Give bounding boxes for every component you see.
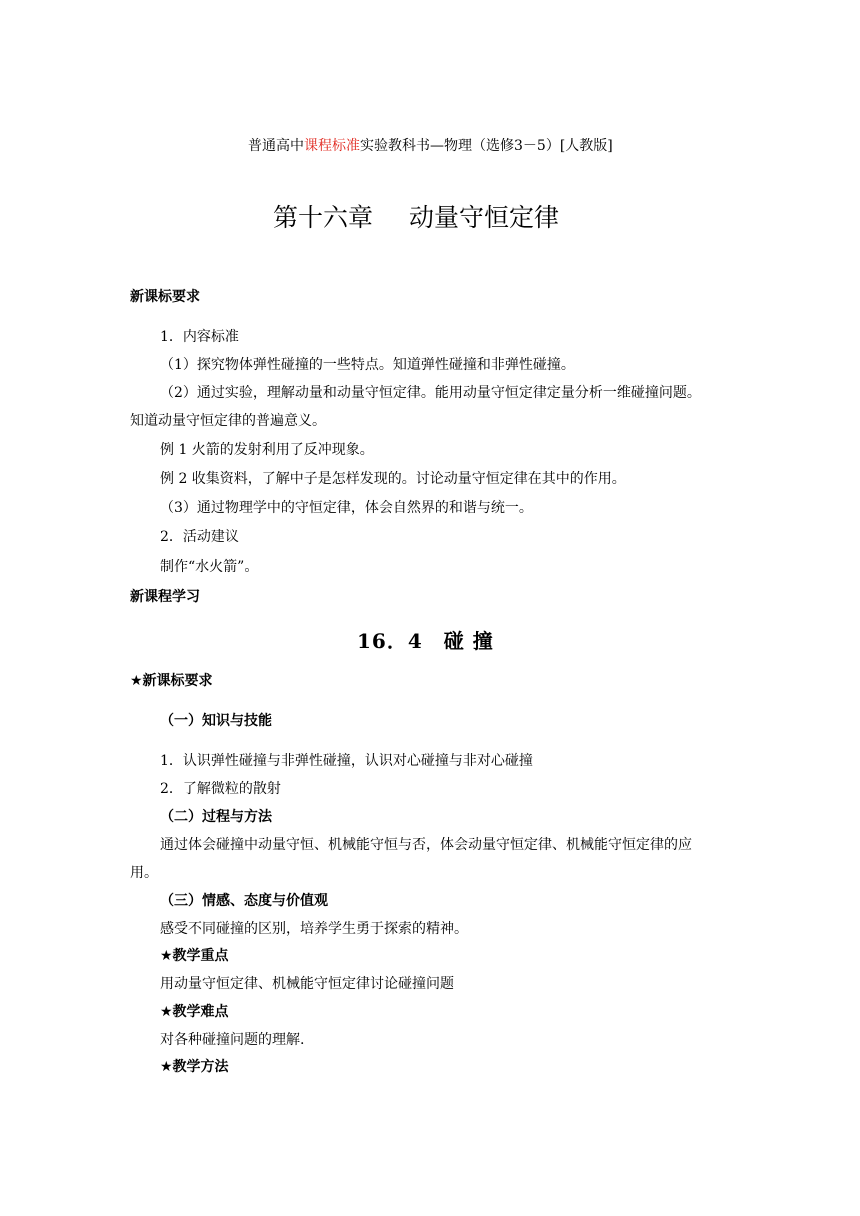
activity-text: 制作“水火箭”。 [160, 559, 259, 575]
process-heading: （二）过程与方法 [160, 809, 272, 825]
new-standard-heading: 新课标要求 [130, 289, 200, 305]
running-header [248, 136, 613, 156]
section-title: 16．4 碰 撞 [357, 629, 494, 653]
key-point-heading: ★教学重点 [160, 948, 229, 964]
header-post: 实验教科书—物理（选修3－5）[人教版] [360, 138, 613, 154]
emotion-text: 感受不同碰撞的区别，培养学生勇于探索的精神。 [160, 921, 468, 937]
header-highlight: 课程标准 [304, 138, 360, 154]
key-point-text: 用动量守恒定律、机械能守恒定律讨论碰撞问题 [160, 976, 454, 992]
chapter-number: 第十六章 [273, 203, 374, 232]
knowledge-item-1: 1．认识弹性碰撞与非弹性碰撞，认识对心碰撞与非对心碰撞 [160, 753, 533, 769]
knowledge-item-2: 2．了解微粒的散射 [160, 781, 281, 797]
content-line-1: （1）探究物体弹性碰撞的一些特点。知道弹性碰撞和非弹性碰撞。 [160, 357, 575, 373]
content-line-3: （3）通过物理学中的守恒定律，体会自然界的和谐与统一。 [160, 500, 533, 516]
content-line-2b: 知道动量守恒定律的普遍意义。 [130, 413, 326, 429]
course-study-heading: 新课程学习 [130, 589, 200, 605]
knowledge-heading: （一）知识与技能 [160, 713, 272, 729]
example-2: 例 2 收集资料，了解中子是怎样发现的。讨论动量守恒定律在其中的作用。 [160, 471, 626, 487]
process-text-a: 通过体会碰撞中动量守恒、机械能守恒与否，体会动量守恒定律、机械能守恒定律的应 [160, 837, 692, 853]
star-standard-heading: ★新课标要求 [130, 673, 213, 689]
chapter-title [273, 202, 559, 234]
difficulty-text: 对各种碰撞问题的理解. [160, 1032, 305, 1048]
emotion-heading: （三）情感、态度与价值观 [160, 893, 328, 909]
example-1: 例 1 火箭的发射利用了反冲现象。 [160, 442, 374, 458]
content-item-1: 1．内容标准 [160, 329, 239, 345]
content-line-2a: （2）通过实验，理解动量和动量守恒定律。能用动量守恒定律定量分析一维碰撞问题。 [160, 385, 701, 401]
header-pre: 普通高中 [248, 138, 304, 154]
chapter-name: 动量守恒定律 [409, 203, 560, 232]
process-text-b: 用。 [130, 865, 158, 881]
method-heading: ★教学方法 [160, 1059, 229, 1075]
difficulty-heading: ★教学难点 [160, 1004, 229, 1020]
content-item-2: 2．活动建议 [160, 529, 239, 545]
